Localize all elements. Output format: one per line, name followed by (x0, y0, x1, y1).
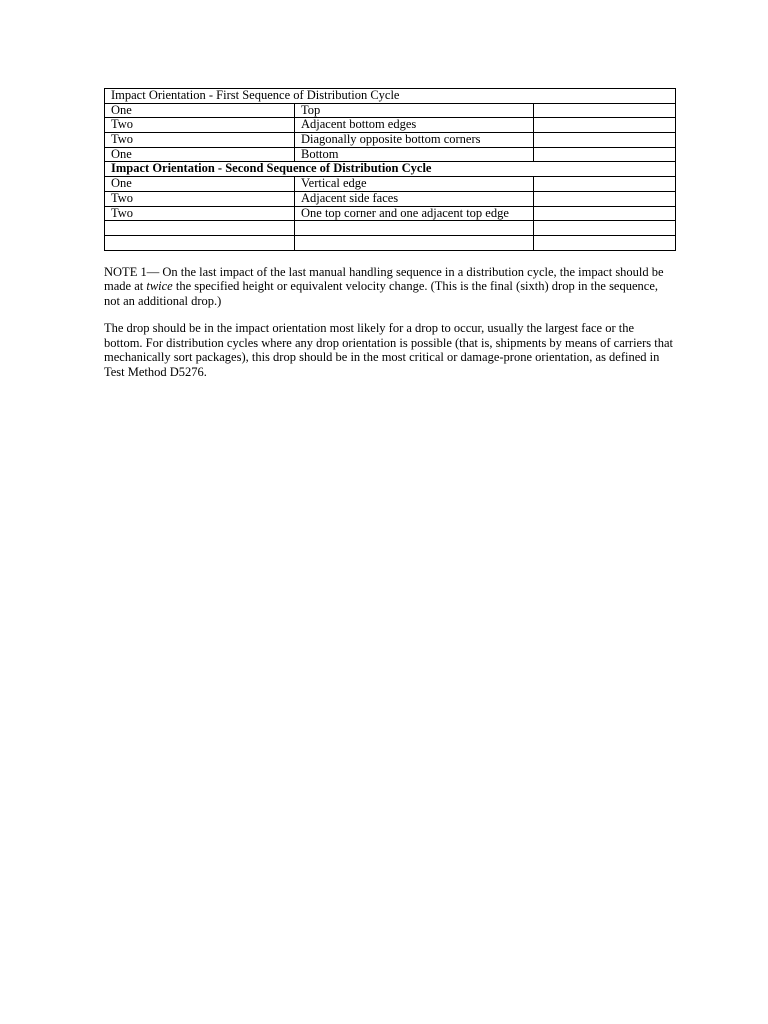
empty-cell (534, 221, 676, 236)
section1-title: Impact Orientation - First Sequence of Distribution Cycle (105, 89, 676, 104)
note-prefix: NOTE 1— On the last impact of the last manual handling sequence in a distribution cycle, the impact should be made at (104, 264, 664, 294)
impact-orientation-table (104, 88, 676, 251)
document-page (104, 88, 675, 392)
orientation-cell: Adjacent side faces (295, 191, 534, 206)
table-row (105, 103, 676, 118)
table-row (105, 177, 676, 192)
table-row (105, 118, 676, 133)
empty-cell (534, 177, 676, 192)
note-emphasis: twice (146, 279, 173, 294)
empty-cell (295, 235, 534, 250)
count-cell: One (105, 103, 295, 118)
orientation-cell: Adjacent bottom edges (295, 118, 534, 133)
section-header-row (105, 162, 676, 177)
empty-cell (534, 118, 676, 133)
table-row (105, 147, 676, 162)
table-row (105, 191, 676, 206)
empty-cell (534, 147, 676, 162)
count-cell: Two (105, 206, 295, 221)
orientation-cell: Bottom (295, 147, 534, 162)
count-cell: One (105, 147, 295, 162)
drop-orientation-paragraph: The drop should be in the impact orientation most likely for a drop to occur, usually the largest face or the bottom. For distribution cycles where any drop orientation is possible (that is, shipments by means of carriers that mechanically sort packages), this drop should be in the most critical or damage-prone orientation, as defined in Test Method D5276. (104, 321, 673, 379)
empty-cell (105, 221, 295, 236)
count-cell: Two (105, 191, 295, 206)
section2-title: Impact Orientation - Second Sequence of Distribution Cycle (105, 162, 676, 177)
orientation-cell: Diagonally opposite bottom corners (295, 133, 534, 148)
count-cell: One (105, 177, 295, 192)
empty-cell (295, 221, 534, 236)
empty-cell (105, 235, 295, 250)
empty-cell (534, 191, 676, 206)
empty-cell (534, 103, 676, 118)
note-suffix: the specified height or equivalent velocity change. (This is the final (sixth) drop in the sequence, not an additional drop.) (104, 279, 659, 308)
section-header-row (105, 89, 676, 104)
table-row (105, 133, 676, 148)
empty-cell (534, 206, 676, 221)
orientation-cell: Vertical edge (295, 177, 534, 192)
empty-cell (534, 235, 676, 250)
empty-table-row (105, 221, 676, 236)
empty-table-row (105, 235, 676, 250)
orientation-cell: One top corner and one adjacent top edge (295, 206, 534, 221)
note-1 (104, 265, 675, 309)
count-cell: Two (105, 133, 295, 148)
orientation-cell: Top (295, 103, 534, 118)
empty-cell (534, 133, 676, 148)
count-cell: Two (105, 118, 295, 133)
table-row (105, 206, 676, 221)
